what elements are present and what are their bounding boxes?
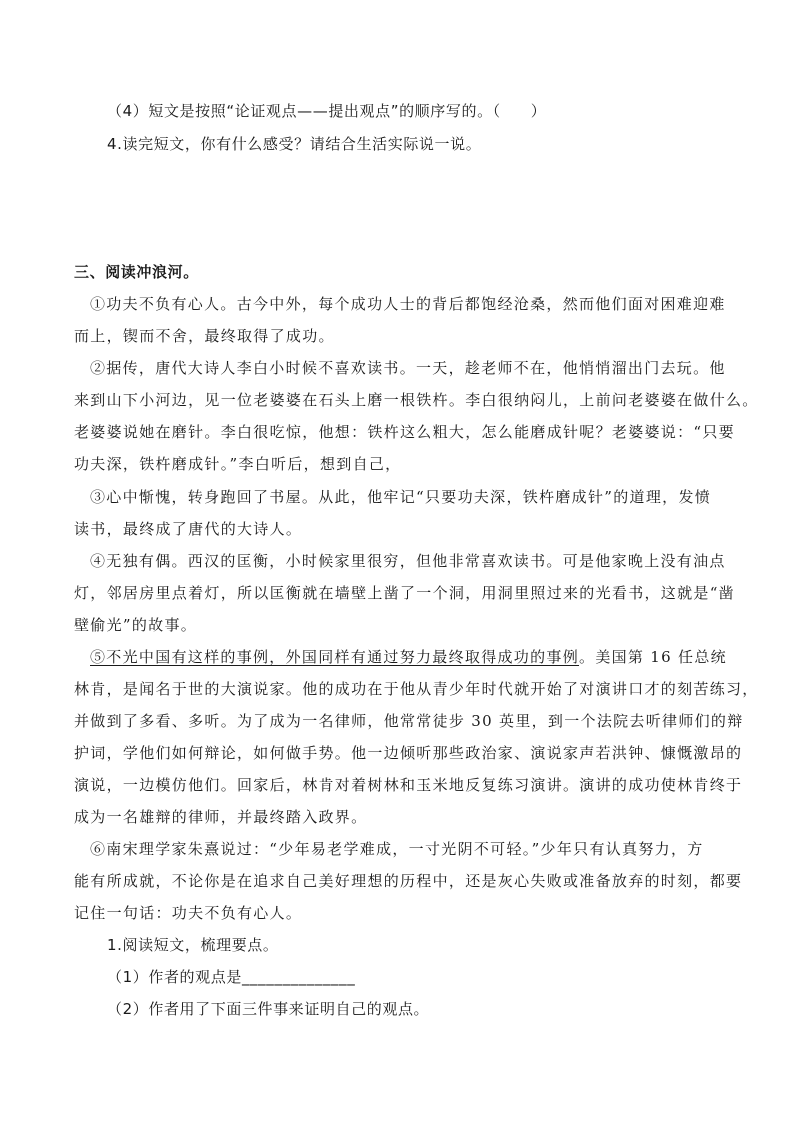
paragraph-2-line-3: 老婆婆说她在磨针。李白很吃惊，他想：铁杵这么粗大，怎么能磨成针呢？老婆婆说：“只要 <box>74 423 735 441</box>
question-1-item-2: （2）作者用了下面三件事来证明自己的观点。 <box>107 1000 430 1018</box>
underlined-sentence: ⑤不光中国有这样的事例，外国同样有通过努力最终取得成功的事例 <box>90 648 580 666</box>
paragraph-5-line-3: 并做到了多看、多听。为了成为一名律师，他常常徒步 30 英里，到一个法院去听律师们的辩 <box>74 712 744 730</box>
question-item-4 <box>107 101 546 121</box>
paragraph-5-line-6: 成为一名雄辩的律师，并最终踏入政界。 <box>74 808 368 826</box>
paragraph-3-line-1: ③心中惭愧，转身跑回了书屋。从此，他牢记“只要功夫深，铁杵磨成针”的道理，发愤 <box>90 488 712 506</box>
question-1-item-1[interactable]: （1）作者的观点是______________ <box>107 968 356 986</box>
paragraph-2-line-4: 功夫深，铁杵磨成针。”李白听后，想到自己， <box>74 455 402 473</box>
paragraph-6-line-3: 记住一句话：功夫不负有心人。 <box>74 904 303 922</box>
paragraph-6-line-2: 能有所成就，不论你是在追求自己美好理想的历程中，还是灰心失败或准备放弃的时刻，都要 <box>74 872 743 890</box>
paragraph-5-line-1-rest: 。美国第 16 任总统 <box>579 648 727 666</box>
paragraph-4-line-2: 灯，邻居房里点着灯，所以匡衡就在墙壁上凿了一个洞，用洞里照过来的光看书，这就是“凿 <box>74 584 735 602</box>
paragraph-2-line-1: ②据传，唐代大诗人李白小时候不喜欢读书。一天，趁老师不在，他悄悄溜出门去玩。他 <box>90 359 726 377</box>
paragraph-4-line-1: ④无独有偶。西汉的匡衡，小时候家里很穷，但他非常喜欢读书。可是他家晚上没有油点 <box>90 552 726 570</box>
paragraph-1-line-2: 而上，锲而不舍，最终取得了成功。 <box>74 327 335 345</box>
paragraph-3-line-2: 读书，最终成了唐代的大诗人。 <box>74 520 303 538</box>
paragraph-5-line-2: 林肯，是闻名于世的大演说家。他的成功在于他从青少年时代就开始了对演讲口才的刻苦练习， <box>74 680 759 698</box>
paragraph-5-line-4: 护词，学他们如何辩论，如何做手势。他一边倾听那些政治家、演说家声若洪钟、慷慨激昂的 <box>74 744 743 762</box>
question-item-4-close: ） <box>530 102 547 120</box>
paragraph-6-line-1: ⑥南宋理学家朱熹说过：“少年易老学难成，一寸光阴不可轻。”少年只有认真努力，方 <box>90 840 704 858</box>
paragraph-5-line-5: 演说，一边模仿他们。回家后，林肯对着树林和玉米地反复练习演讲。演讲的成功使林肯终于 <box>74 776 743 794</box>
section-title: 三、阅读冲浪河。 <box>74 263 199 281</box>
paragraph-4-line-3: 壁偷光”的故事。 <box>74 616 198 634</box>
question-item-4-text: （4）短文是按照“论证观点——提出观点”的顺序写的。（ <box>107 102 501 120</box>
paragraph-5-line-1 <box>90 647 727 667</box>
question-4: 4.读完短文，你有什么感受？请结合生活实际说一说。 <box>107 135 482 153</box>
question-1: 1.阅读短文，梳理要点。 <box>107 936 279 954</box>
paragraph-2-line-2: 来到山下小河边，见一位老婆婆在石头上磨一根铁杵。李白很纳闷儿，上前问老婆婆在做什么。 <box>74 391 759 409</box>
paragraph-1-line-1: ①功夫不负有心人。古今中外，每个成功人士的背后都饱经沧桑，然而他们面对困难迎难 <box>90 295 726 313</box>
